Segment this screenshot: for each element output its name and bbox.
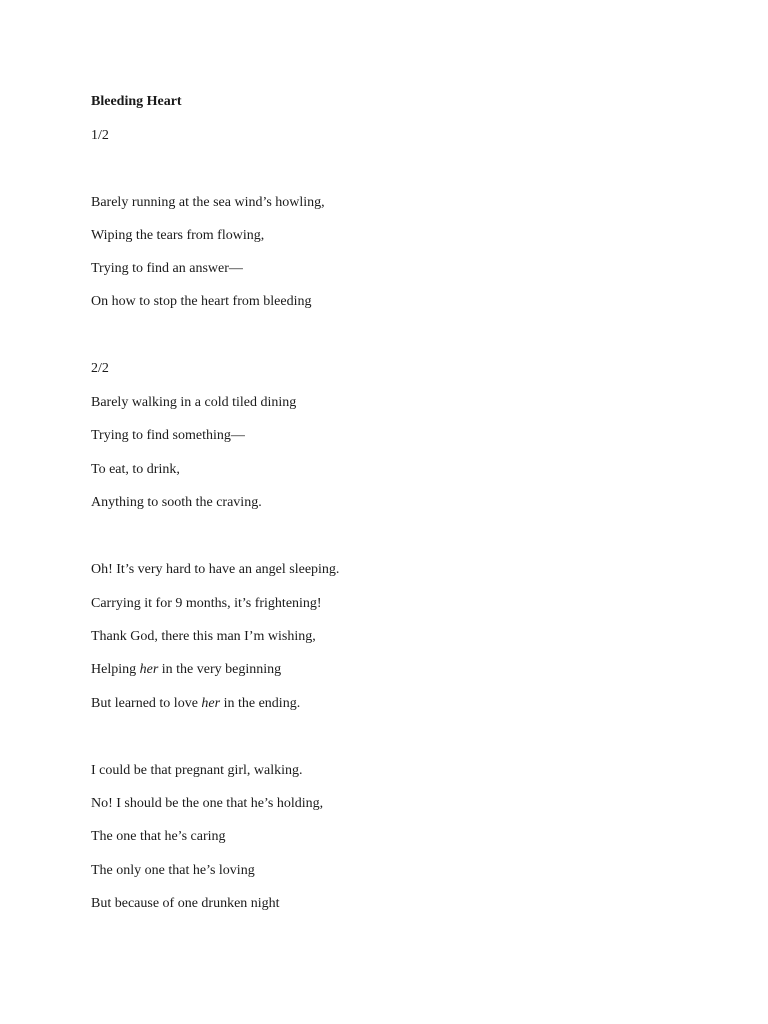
poem-line-text: But learned to love	[91, 696, 202, 711]
poem-line: On how to stop the heart from bleeding	[91, 294, 312, 309]
poem-line: Trying to find an answer—	[91, 261, 243, 276]
poem-line: Barely running at the sea wind’s howling,	[91, 195, 325, 210]
poem-line: I could be that pregnant girl, walking.	[91, 763, 303, 778]
poem-line: Thank God, there this man I’m wishing,	[91, 629, 316, 644]
poem-line: Trying to find something—	[91, 428, 245, 443]
poem-line: The one that he’s caring	[91, 829, 226, 844]
stanza-1-marker: 1/2	[91, 128, 109, 143]
poem-title: Bleeding Heart	[91, 94, 182, 109]
poem-line: Oh! It’s very hard to have an angel sleeping.	[91, 562, 340, 577]
poem-line-text: Helping	[91, 662, 140, 677]
poem-line: To eat, to drink,	[91, 462, 180, 477]
poem-line: The only one that he’s loving	[91, 863, 255, 878]
poem-line: No! I should be the one that he’s holding,	[91, 796, 324, 811]
poem-line: But because of one drunken night	[91, 896, 280, 911]
poem-line: Anything to sooth the craving.	[91, 495, 262, 510]
emphasis-text: her	[201, 696, 221, 711]
poem-line	[91, 661, 281, 679]
emphasis-text: her	[139, 662, 159, 677]
poem-line-text: in the ending.	[220, 696, 301, 711]
stanza-2-marker: 2/2	[91, 361, 109, 376]
poem-line	[91, 695, 300, 713]
poem-line: Barely walking in a cold tiled dining	[91, 395, 297, 410]
poem-line: Carrying it for 9 months, it’s frightening!	[91, 596, 322, 611]
poem-line: Wiping the tears from flowing,	[91, 228, 265, 243]
poem-line-text: in the very beginning	[158, 662, 282, 677]
